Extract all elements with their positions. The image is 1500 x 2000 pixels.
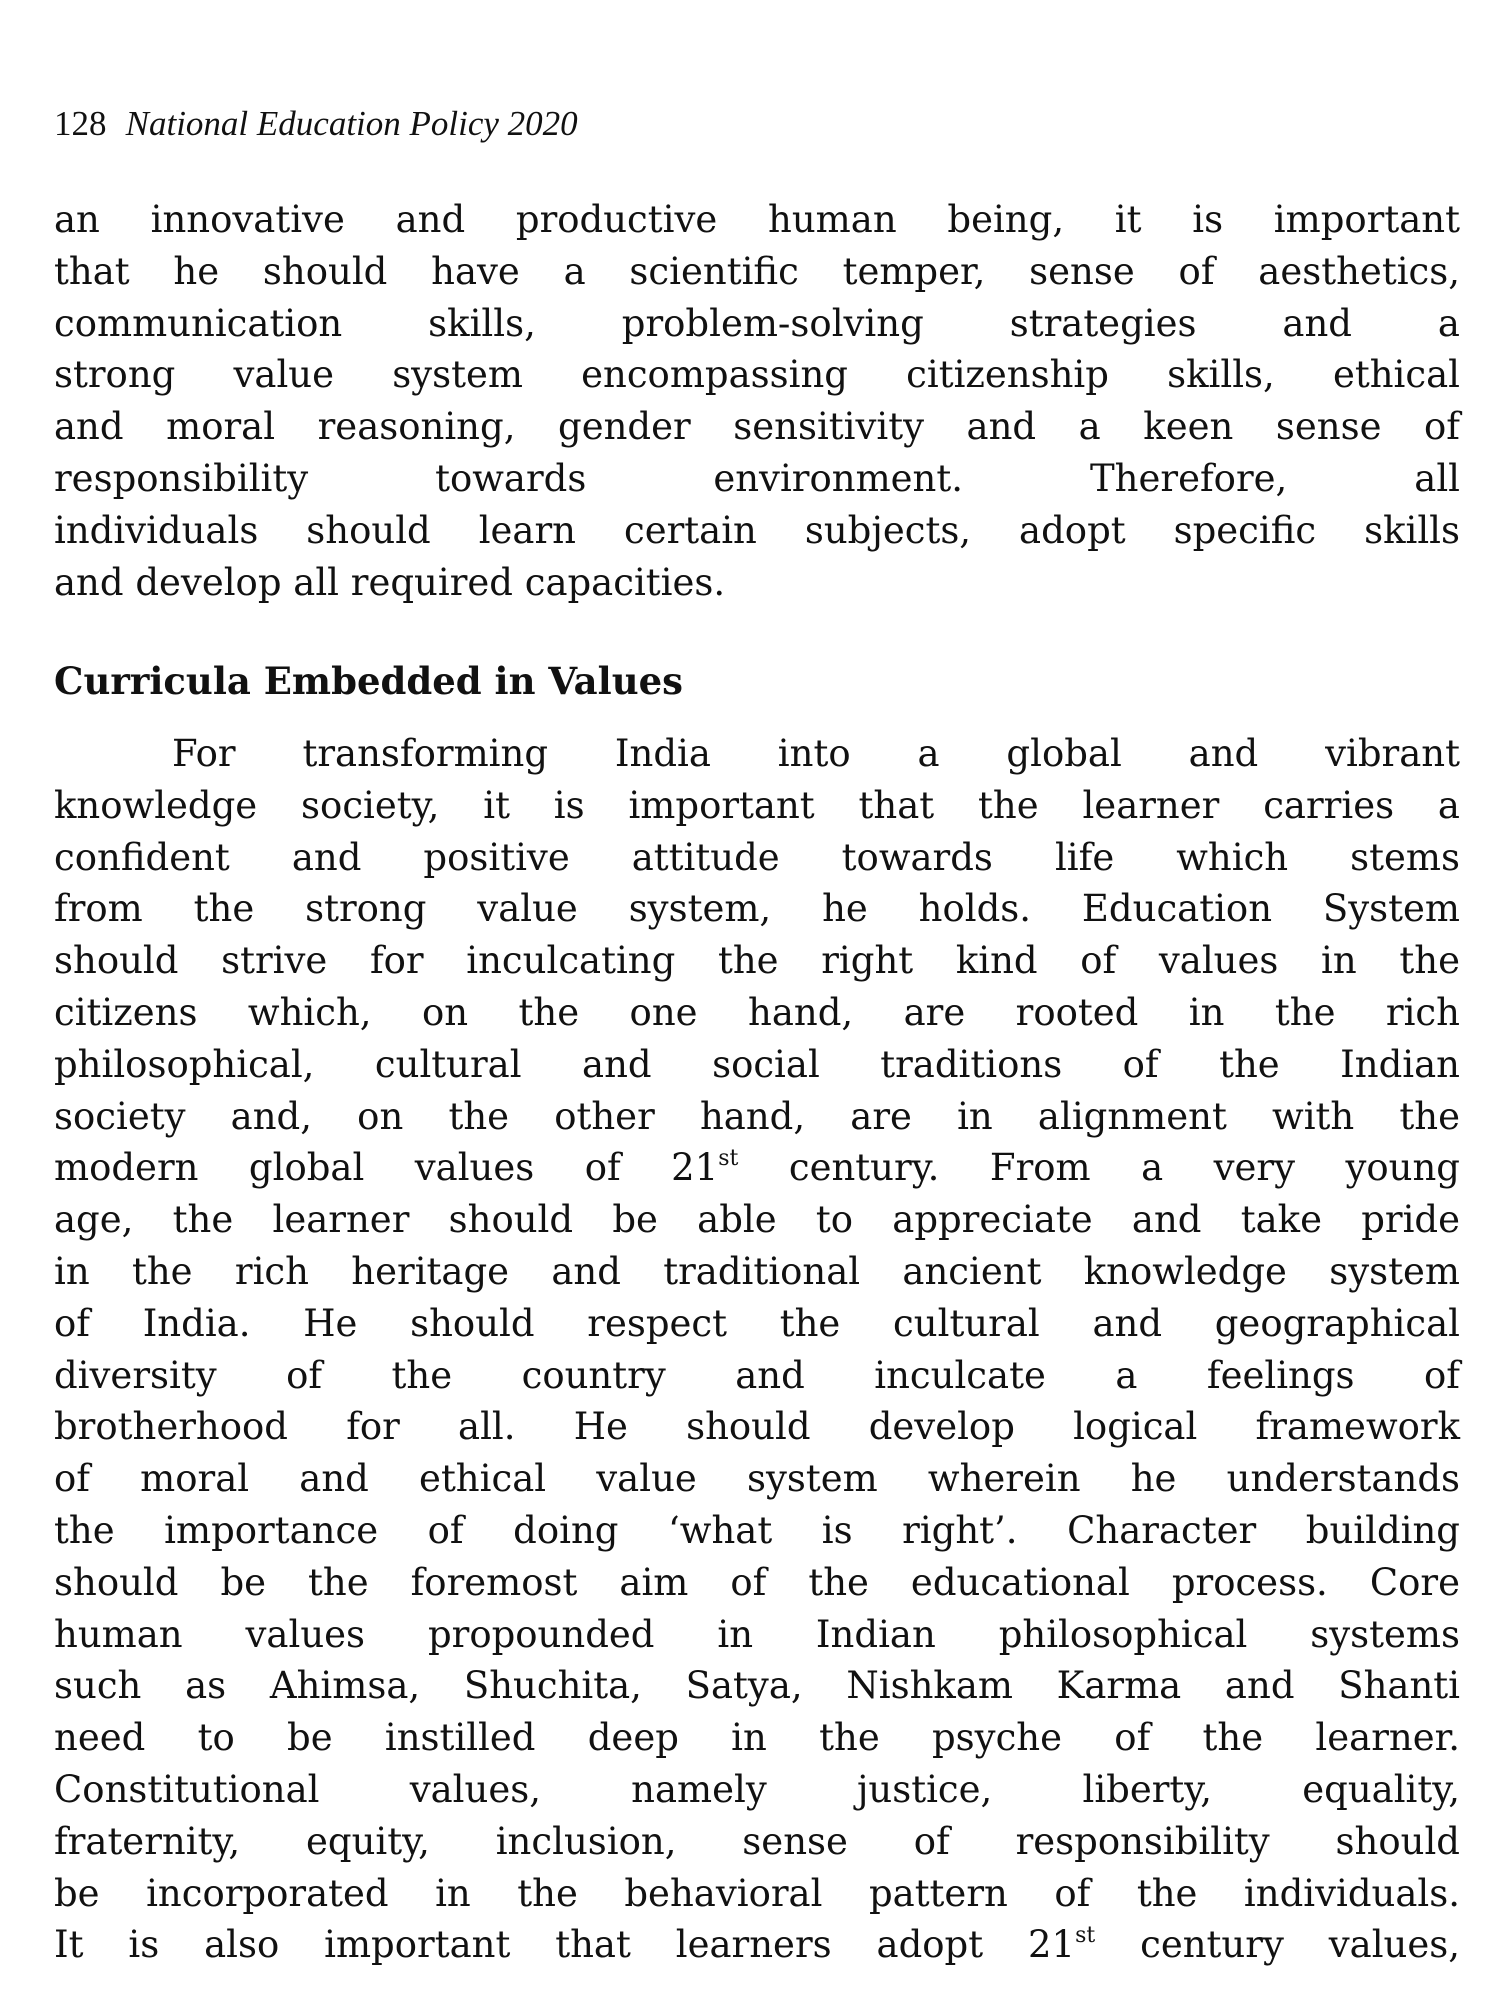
text-segment: century values, xyxy=(1095,1923,1461,1967)
text-segment: century. From a very young xyxy=(738,1146,1460,1190)
text-line: communication skills, problem-solving strategies and a xyxy=(54,301,1460,345)
text-line: of India. He should respect the cultural and geographical xyxy=(54,1301,1460,1345)
text-line: citizens which, on the one hand, are rooted in the rich xyxy=(54,990,1460,1034)
values-paragraph xyxy=(54,728,1460,1971)
text-line: Constitutional values, namely justice, liberty, equality, xyxy=(54,1767,1460,1811)
text-line: For transforming India into a global and vibrant xyxy=(172,732,1460,775)
text-line: philosophical, cultural and social traditions of the Indian xyxy=(54,1042,1460,1086)
running-head xyxy=(54,102,578,146)
text-line: should strive for inculcating the right kind of values in the xyxy=(54,939,1460,983)
text-line: age, the learner should be able to appreciate and take pride xyxy=(54,1198,1460,1242)
text-line: an innovative and productive human being, it is important xyxy=(54,198,1460,241)
text-line: such as Ahimsa, Shuchita, Satya, Nishkam Karma and Shanti xyxy=(54,1664,1460,1708)
text-line: the importance of doing ‘what is right’. Character building xyxy=(54,1508,1460,1552)
text-line: strong value system encompassing citizenship skills, ethical xyxy=(54,353,1460,397)
text-segment: modern global values of 21 xyxy=(54,1146,719,1190)
text-line: knowledge society, it is important that the learner carries a xyxy=(54,783,1460,827)
ordinal-superscript: st xyxy=(718,1146,739,1172)
text-line: in the rich heritage and traditional ancient knowledge system xyxy=(54,1249,1460,1293)
page-number: 128 xyxy=(54,104,107,143)
text-line: and moral reasoning, gender sensitivity and a keen sense of xyxy=(54,405,1460,449)
text-line: need to be instilled deep in the psyche of the learner. xyxy=(54,1716,1460,1760)
intro-paragraph xyxy=(54,194,1460,608)
text-line: should be the foremost aim of the educational process. Core xyxy=(54,1560,1460,1604)
text-line: diversity of the country and inculcate a feelings of xyxy=(54,1353,1460,1397)
text-line: human values propounded in Indian philosophical systems xyxy=(54,1612,1460,1656)
text-line: responsibility towards environment. Therefore, all xyxy=(54,456,1460,500)
text-line: that he should have a scientific temper, sense of aesthetics, xyxy=(54,249,1460,293)
text-line: be incorporated in the behavioral pattern of the individuals. xyxy=(54,1871,1460,1915)
text-line: and develop all required capacities. xyxy=(54,560,726,604)
ordinal-superscript: st xyxy=(1075,1923,1096,1949)
text-line: confident and positive attitude towards life which stems xyxy=(54,835,1460,879)
text-line: of moral and ethical value system wherein he understands xyxy=(54,1457,1460,1501)
book-title: National Education Policy 2020 xyxy=(125,104,578,143)
text-line: society and, on the other hand, are in alignment with the xyxy=(54,1094,1460,1138)
section-heading: Curricula Embedded in Values xyxy=(54,659,683,703)
text-line-with-superscript xyxy=(54,1919,1460,1971)
text-line: individuals should learn certain subjects, adopt specific skills xyxy=(54,508,1460,552)
text-line: brotherhood for all. He should develop logical framework xyxy=(54,1405,1460,1449)
text-line: fraternity, equity, inclusion, sense of responsibility should xyxy=(54,1819,1460,1863)
text-line-with-superscript xyxy=(54,1142,1460,1194)
text-line: from the strong value system, he holds. Education System xyxy=(54,887,1460,931)
text-segment: It is also important that learners adopt 21 xyxy=(54,1923,1076,1967)
